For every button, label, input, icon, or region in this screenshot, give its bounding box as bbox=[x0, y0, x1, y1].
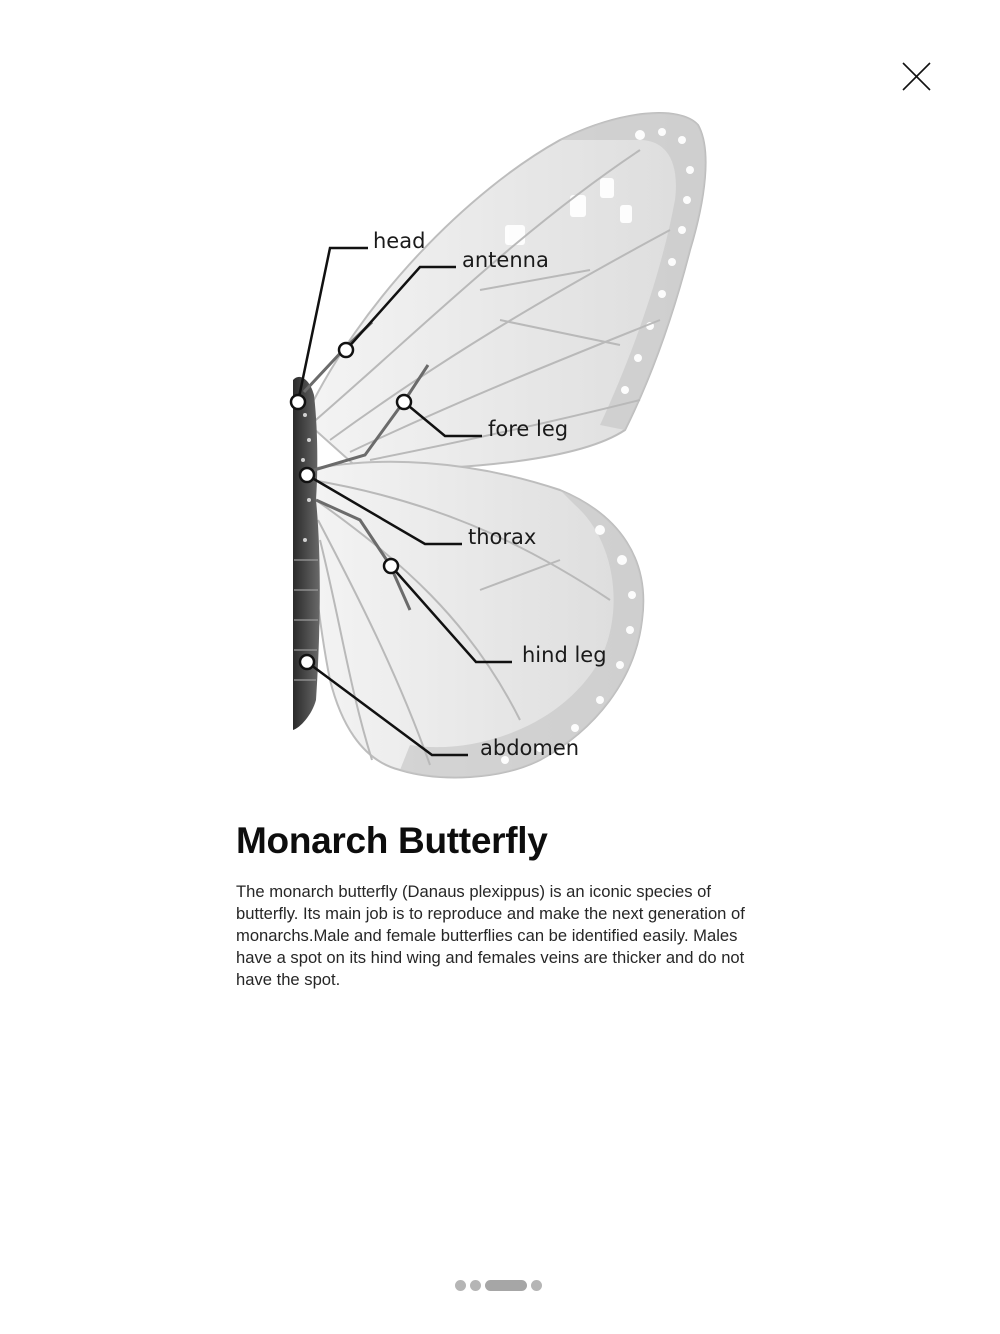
marker-abdomen bbox=[300, 655, 314, 669]
label-thorax: thorax bbox=[468, 525, 537, 549]
description-text: The monarch butterfly (Danaus plexippus) is an iconic species of butterfly. Its main job is to reproduce and make the next generation of monarchs.Male and female butterflies can be identified easily. Males have a spot on its hind wing and females veins are thicker and do not have the spot. bbox=[236, 882, 745, 989]
page-dot-3-active[interactable] bbox=[485, 1280, 527, 1291]
label-abdomen: abdomen bbox=[480, 736, 580, 760]
marker-thorax bbox=[300, 468, 314, 482]
label-head: head bbox=[373, 229, 426, 253]
label-hind-leg: hind leg bbox=[522, 643, 607, 667]
marker-head bbox=[291, 395, 305, 409]
label-antenna: antenna bbox=[462, 248, 549, 272]
page-dot-1[interactable] bbox=[455, 1280, 466, 1291]
page-dot-4[interactable] bbox=[531, 1280, 542, 1291]
page-title: Monarch Butterfly bbox=[236, 820, 548, 861]
page-indicator bbox=[455, 1279, 542, 1292]
label-fore-leg: fore leg bbox=[488, 417, 569, 441]
marker-antenna bbox=[339, 343, 353, 357]
hind-wing bbox=[306, 462, 643, 778]
marker-fore-leg bbox=[397, 395, 411, 409]
marker-hind-leg bbox=[384, 559, 398, 573]
page-dot-2[interactable] bbox=[470, 1280, 481, 1291]
